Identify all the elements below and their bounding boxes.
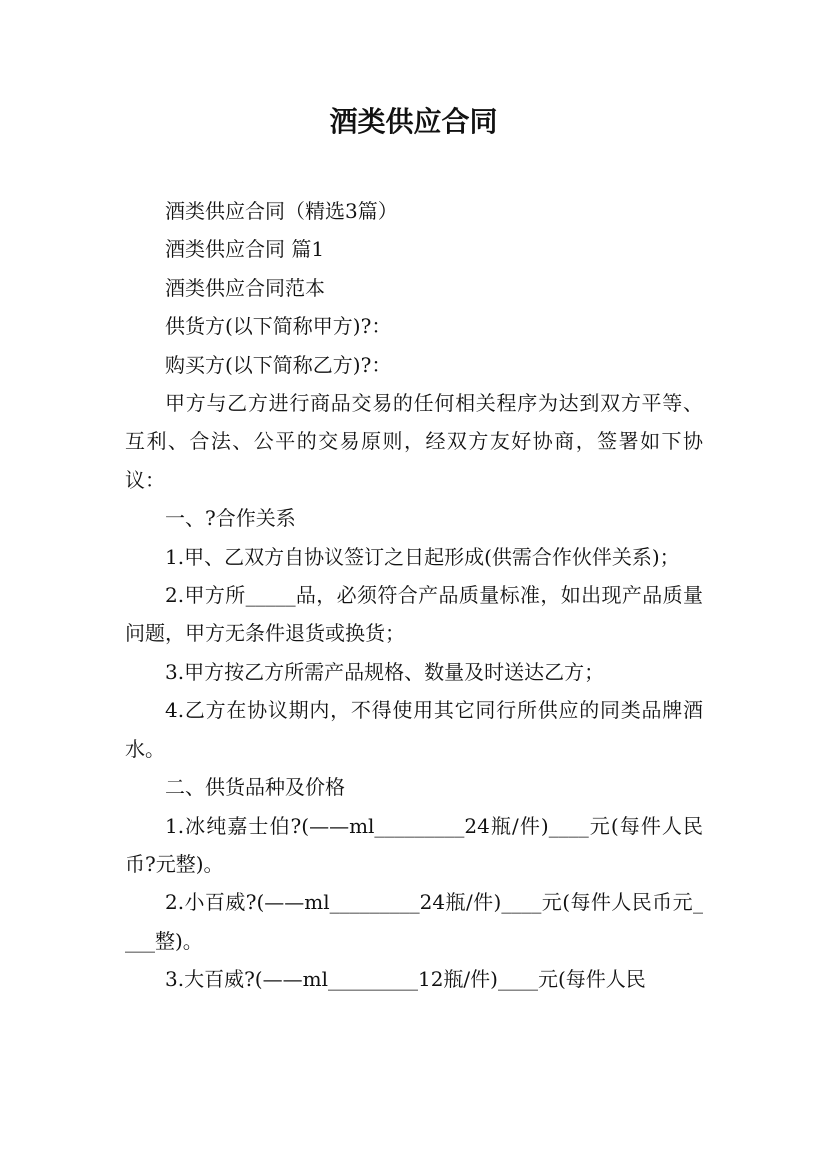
paragraph-template-title: 酒类供应合同范本 bbox=[165, 275, 325, 300]
paragraph-preamble: 甲方与乙方进行商品交易的任何相关程序为达到双方平等、互利、合法、公平的交易原则，经双方友好协商，签署如下协议： bbox=[125, 391, 703, 492]
document-body bbox=[125, 192, 703, 999]
paragraph-clause-1-4: 4.乙方在协议期内，不得使用其它同行所供应的同类品牌酒水。 bbox=[125, 698, 703, 761]
paragraph-clause-1-2: 2.甲方所_____品，必须符合产品质量标准，如出现产品质量问题，甲方无条件退货或换货； bbox=[125, 583, 703, 646]
paragraph-subtitle: 酒类供应合同（精选3篇） bbox=[165, 199, 398, 223]
paragraph-product-3: 3.大百威?(——ml_________12瓶/件)____元(每件人民 bbox=[165, 967, 646, 992]
document-title: 酒类供应合同 bbox=[329, 105, 498, 138]
paragraph-clause-1-3: 3.甲方按乙方所需产品规格、数量及时送达乙方； bbox=[165, 659, 605, 684]
paragraph-heading-cooperation: 一、?合作关系 bbox=[165, 506, 296, 531]
paragraph-supplier: 供货方(以下简称甲方)?： bbox=[165, 314, 392, 339]
paragraph-product-2: 2.小百威?(——ml_________24瓶/件)____元(每件人民币元____整)。 bbox=[125, 890, 703, 953]
paragraph-product-1: 1.冰纯嘉士伯?(——ml_________24瓶/件)____元(每件人民币?元整)。 bbox=[125, 813, 703, 876]
paragraph-clause-1-1: 1.甲、乙双方自协议签订之日起形成(供需合作伙伴关系)； bbox=[165, 544, 680, 569]
paragraph-buyer: 购买方(以下简称乙方)?： bbox=[165, 352, 392, 377]
paragraph-section-heading: 酒类供应合同 篇1 bbox=[165, 237, 325, 262]
paragraph-heading-products: 二、供货品种及价格 bbox=[165, 775, 345, 800]
